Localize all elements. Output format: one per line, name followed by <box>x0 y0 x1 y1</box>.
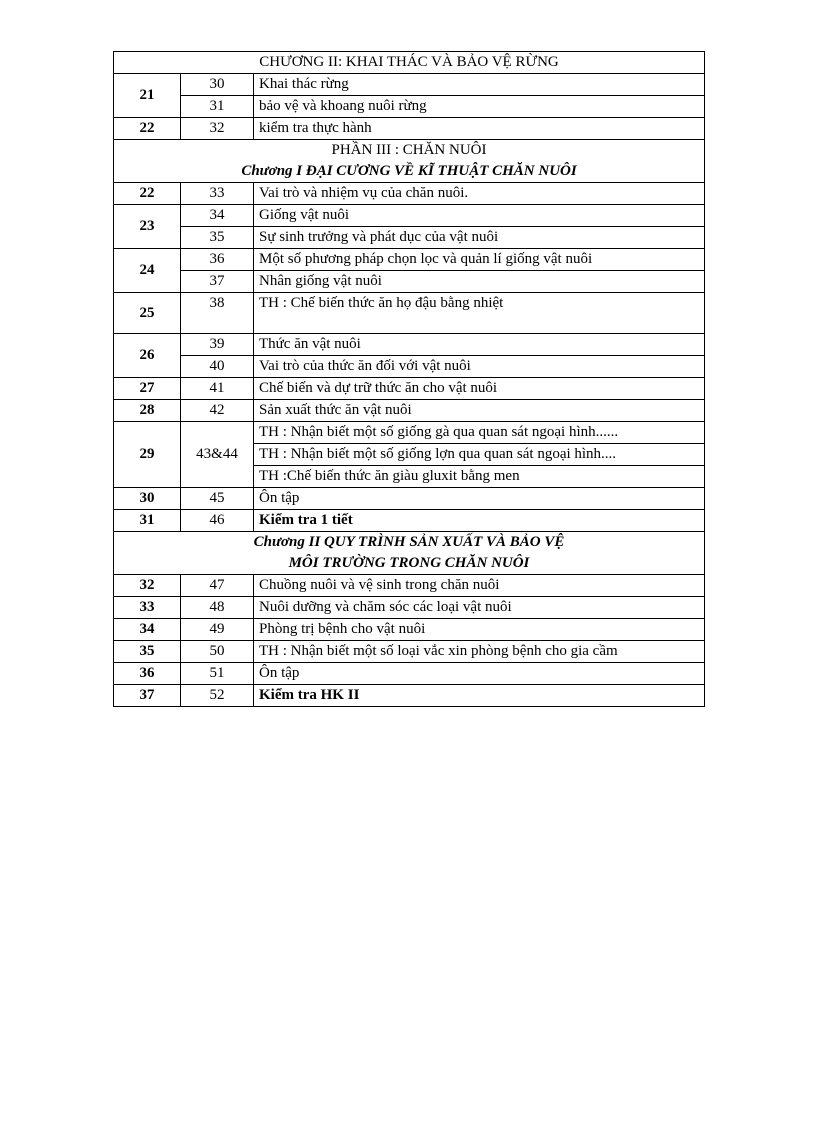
lesson-cell: 51 <box>181 663 254 685</box>
title-cell: TH : Nhận biết một số loại vắc xin phòng bệnh cho gia cầm <box>254 641 705 663</box>
lesson-cell: 45 <box>181 488 254 510</box>
table-row <box>114 488 705 510</box>
lesson-cell: 47 <box>181 575 254 597</box>
lesson-cell: 49 <box>181 619 254 641</box>
week-cell: 25 <box>114 293 181 334</box>
lesson-cell: 36 <box>181 249 254 271</box>
week-cell: 26 <box>114 334 181 378</box>
title-cell: Ôn tập <box>254 663 705 685</box>
week-cell: 31 <box>114 510 181 532</box>
chapter-heading: CHƯƠNG II: KHAI THÁC VÀ BẢO VỆ RỪNG <box>114 52 705 74</box>
chapter-heading-row <box>114 52 705 74</box>
table-row <box>114 118 705 140</box>
chapter-1-title: Chương I ĐẠI CƯƠNG VỀ KĨ THUẬT CHĂN NUÔI <box>241 163 577 179</box>
lesson-cell: 39 <box>181 334 254 356</box>
table-row <box>114 510 705 532</box>
week-cell: 33 <box>114 597 181 619</box>
week-cell: 27 <box>114 378 181 400</box>
week-cell: 35 <box>114 641 181 663</box>
lesson-plan-table <box>113 51 705 707</box>
lesson-cell: 37 <box>181 271 254 293</box>
lesson-cell: 30 <box>181 74 254 96</box>
title-cell: Sự sinh trưởng và phát dục của vật nuôi <box>254 227 705 249</box>
lesson-cell: 40 <box>181 356 254 378</box>
week-cell: 30 <box>114 488 181 510</box>
lesson-cell: 35 <box>181 227 254 249</box>
lesson-cell: 33 <box>181 183 254 205</box>
chapter-2-line1: Chương II QUY TRÌNH SẢN XUẤT VÀ BẢO VỆ <box>253 534 565 550</box>
lesson-cell: 42 <box>181 400 254 422</box>
table-row <box>114 227 705 249</box>
title-cell: Sản xuất thức ăn vật nuôi <box>254 400 705 422</box>
title-cell: Chế biến và dự trữ thức ăn cho vật nuôi <box>254 378 705 400</box>
week-cell: 23 <box>114 205 181 249</box>
lesson-cell: 32 <box>181 118 254 140</box>
table-row <box>114 641 705 663</box>
title-cell: Một số phương pháp chọn lọc và quản lí giống vật nuôi <box>254 249 705 271</box>
table-row <box>114 597 705 619</box>
week-cell: 24 <box>114 249 181 293</box>
week-cell: 32 <box>114 575 181 597</box>
week-cell: 29 <box>114 422 181 488</box>
title-cell: bảo vệ và khoang nuôi rừng <box>254 96 705 118</box>
title-cell: Vai trò của thức ăn đối với vật nuôi <box>254 356 705 378</box>
title-cell: Thức ăn vật nuôi <box>254 334 705 356</box>
lesson-cell: 34 <box>181 205 254 227</box>
week-cell: 28 <box>114 400 181 422</box>
title-cell: Phòng trị bệnh cho vật nuôi <box>254 619 705 641</box>
week-cell: 21 <box>114 74 181 118</box>
table-row <box>114 183 705 205</box>
week-cell: 34 <box>114 619 181 641</box>
chapter-heading-row <box>114 532 705 575</box>
title-cell: Kiểm tra HK II <box>254 685 705 707</box>
chapter-2-line2: MÔI TRƯỜNG TRONG CHĂN NUÔI <box>288 555 530 571</box>
table-row <box>114 249 705 271</box>
title-cell: Kiểm tra 1 tiết <box>254 510 705 532</box>
part-title: PHẦN III : CHĂN NUÔI <box>331 142 487 158</box>
table-row <box>114 293 705 334</box>
table-row <box>114 685 705 707</box>
table-row <box>114 619 705 641</box>
part-heading-row <box>114 140 705 183</box>
title-cell: Giống vật nuôi <box>254 205 705 227</box>
lesson-cell: 41 <box>181 378 254 400</box>
table-row <box>114 575 705 597</box>
table-row <box>114 271 705 293</box>
chapter-2-heading <box>114 532 705 575</box>
part-heading <box>114 140 705 183</box>
title-cell: TH : Nhận biết một số giống gà qua quan sát ngoại hình...... <box>254 422 705 444</box>
table-row <box>114 74 705 96</box>
table-row <box>114 400 705 422</box>
table-row <box>114 334 705 356</box>
lesson-cell: 52 <box>181 685 254 707</box>
week-cell: 22 <box>114 183 181 205</box>
lesson-cell: 48 <box>181 597 254 619</box>
lesson-cell: 50 <box>181 641 254 663</box>
title-cell: kiểm tra thực hành <box>254 118 705 140</box>
table-row <box>114 96 705 118</box>
table-row <box>114 663 705 685</box>
title-cell: TH :Chế biến thức ăn giàu gluxit bằng men <box>254 466 705 488</box>
title-cell: Khai thác rừng <box>254 74 705 96</box>
title-cell: Chuồng nuôi và vệ sinh trong chăn nuôi <box>254 575 705 597</box>
lesson-cell: 46 <box>181 510 254 532</box>
table-row <box>114 422 705 444</box>
title-cell: TH : Chế biến thức ăn họ đậu bằng nhiệt <box>254 293 705 334</box>
title-cell: Vai trò và nhiệm vụ của chăn nuôi. <box>254 183 705 205</box>
week-cell: 37 <box>114 685 181 707</box>
title-cell: Ôn tập <box>254 488 705 510</box>
lesson-cell: 43&44 <box>181 422 254 488</box>
table-row <box>114 356 705 378</box>
title-cell: TH : Nhận biết một số giống lợn qua quan sát ngoại hình.... <box>254 444 705 466</box>
title-cell: Nuôi dưỡng và chăm sóc các loại vật nuôi <box>254 597 705 619</box>
lesson-cell: 31 <box>181 96 254 118</box>
week-cell: 36 <box>114 663 181 685</box>
table-row <box>114 378 705 400</box>
week-cell: 22 <box>114 118 181 140</box>
table-row <box>114 205 705 227</box>
title-cell: Nhân giống vật nuôi <box>254 271 705 293</box>
lesson-cell: 38 <box>181 293 254 334</box>
